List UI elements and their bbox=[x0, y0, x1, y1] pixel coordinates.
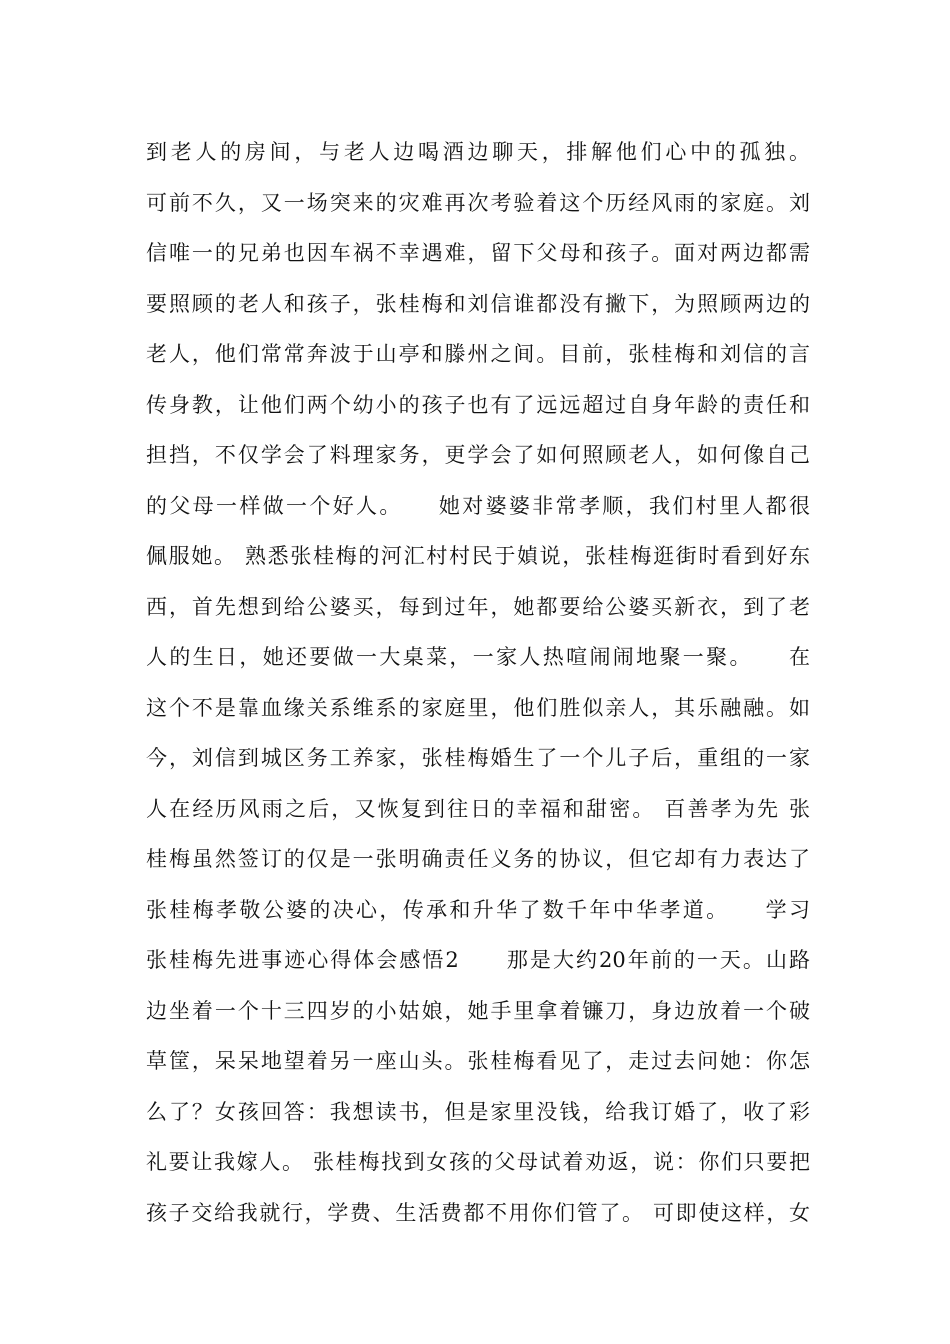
text-line: 可前不久，又一场突来的灾难再次考验着这个历经风雨的家庭。刘 bbox=[146, 190, 810, 215]
text-line: 桂梅虽然签订的仅是一张明确责任义务的协议，但它却有力表达了 bbox=[146, 847, 810, 871]
text-line: 么了？女孩回答：我想读书，但是家里没钱，给我订婚了，收了彩 bbox=[146, 1099, 810, 1124]
text-line: 张桂梅孝敬公婆的决心，传承和升华了数千年中华孝道。 学习 bbox=[146, 897, 810, 922]
text-line: 礼要让我嫁人。 张桂梅找到女孩的父母试着劝返，说：你们只要把 bbox=[146, 1150, 810, 1174]
text-line: 信唯一的兄弟也因车祸不幸遇难，留下父母和孩子。面对两边都需 bbox=[146, 241, 810, 265]
text-line: 人在经历风雨之后，又恢复到往日的幸福和甜密。 百善孝为先 张 bbox=[146, 796, 810, 821]
text-line: 今，刘信到城区务工养家，张桂梅婚生了一个儿子后，重组的一家 bbox=[146, 746, 810, 770]
text-line: 草筐，呆呆地望着另一座山头。张桂梅看见了，走过去问她：你怎 bbox=[146, 1049, 810, 1073]
text-line: 边坐着一个十三四岁的小姑娘，她手里拿着镰刀，身边放着一个破 bbox=[146, 998, 810, 1023]
text-line: 孩子交给我就行，学费、生活费都不用你们管了。 可即使这样，女 bbox=[146, 1200, 810, 1225]
text-line: 张桂梅先进事迹心得体会感悟2 那是大约20年前的一天。山路 bbox=[146, 948, 810, 972]
text-line: 的父母一样做一个好人。 她对婆婆非常孝顺，我们村里人都很 bbox=[146, 493, 810, 518]
text-line: 人的生日，她还要做一大桌菜，一家人热喧闹闹地聚一聚。 在 bbox=[146, 645, 810, 669]
text-line: 西，首先想到给公婆买，每到过年，她都要给公婆买新衣，到了老 bbox=[146, 594, 810, 619]
text-line: 担挡，不仅学会了料理家务，更学会了如何照顾老人，如何像自己 bbox=[146, 443, 810, 467]
text-line: 老人，他们常常奔波于山亭和滕州之间。目前，张桂梅和刘信的言 bbox=[146, 342, 810, 366]
text-line: 到老人的房间，与老人边喝酒边聊天，排解他们心中的孤独。 bbox=[146, 140, 810, 164]
text-line: 这个不是靠血缘关系维系的家庭里，他们胜似亲人，其乐融融。如 bbox=[146, 695, 810, 720]
body-text bbox=[146, 127, 810, 1238]
text-line: 佩服她。 熟悉张桂梅的河汇村村民于媜说，张桂梅逛街时看到好东 bbox=[146, 544, 810, 568]
text-line: 传身教，让他们两个幼小的孩子也有了远远超过自身年龄的责任和 bbox=[146, 392, 810, 417]
text-line: 要照顾的老人和孩子，张桂梅和刘信谁都没有撇下，为照顾两边的 bbox=[146, 291, 810, 316]
